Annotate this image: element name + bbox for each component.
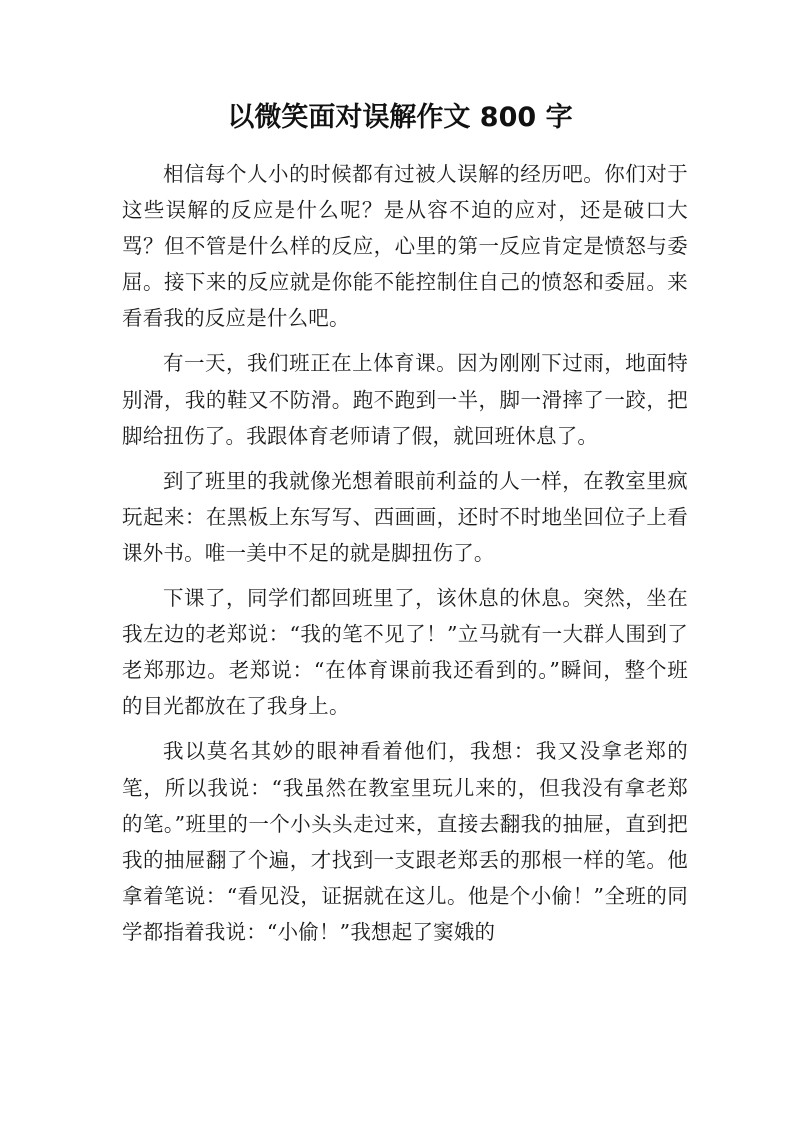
- paragraph: 相信每个人小的时候都有过被人误解的经历吧。你们对于这些误解的反应是什么呢？是从容不迫的应对，还是破口大骂？但不管是什么样的反应，心里的第一反应肯定是愤怒与委屈。接下来的反应就是你能不能控制住自己的愤怒和委屈。来看看我的反应是什么吧。: [122, 162, 688, 331]
- paragraph: 到了班里的我就像光想着眼前利益的人一样，在教室里疯玩起来：在黑板上东写写、西画画，还时不时地坐回位子上看课外书。唯一美中不足的就是脚扭伤了。: [122, 468, 688, 565]
- paragraph: 我以莫名其妙的眼神看着他们，我想：我又没拿老郑的笔，所以我说：“我虽然在教室里玩儿来的，但我没有拿老郑的笔。”班里的一个小头头走过来，直接去翻我的抽屉，直到把我的抽屉翻了个遍，才找到一支跟老郑丢的那根一样的笔。他拿着笔说：“看见没，证据就在这儿。他是个小偷！”全班的同学都指着我说：“小偷！”我想起了窦娥的: [122, 739, 688, 944]
- paragraph: 下课了，同学们都回班里了，该休息的休息。突然，坐在我左边的老郑说：“我的笔不见了！”立马就有一大群人围到了老郑那边。老郑说：“在体育课前我还看到的。”瞬间，整个班的目光都放在了我身上。: [122, 586, 688, 719]
- document-title: 以微笑面对误解作文 800 字: [227, 102, 573, 133]
- document-body: [122, 156, 688, 959]
- paragraph: 有一天，我们班正在上体育课。因为刚刚下过雨，地面特别滑，我的鞋又不防滑。跑不跑到一半，脚一滑摔了一跤，把脚给扭伤了。我跟体育老师请了假，就回班休息了。: [122, 351, 688, 448]
